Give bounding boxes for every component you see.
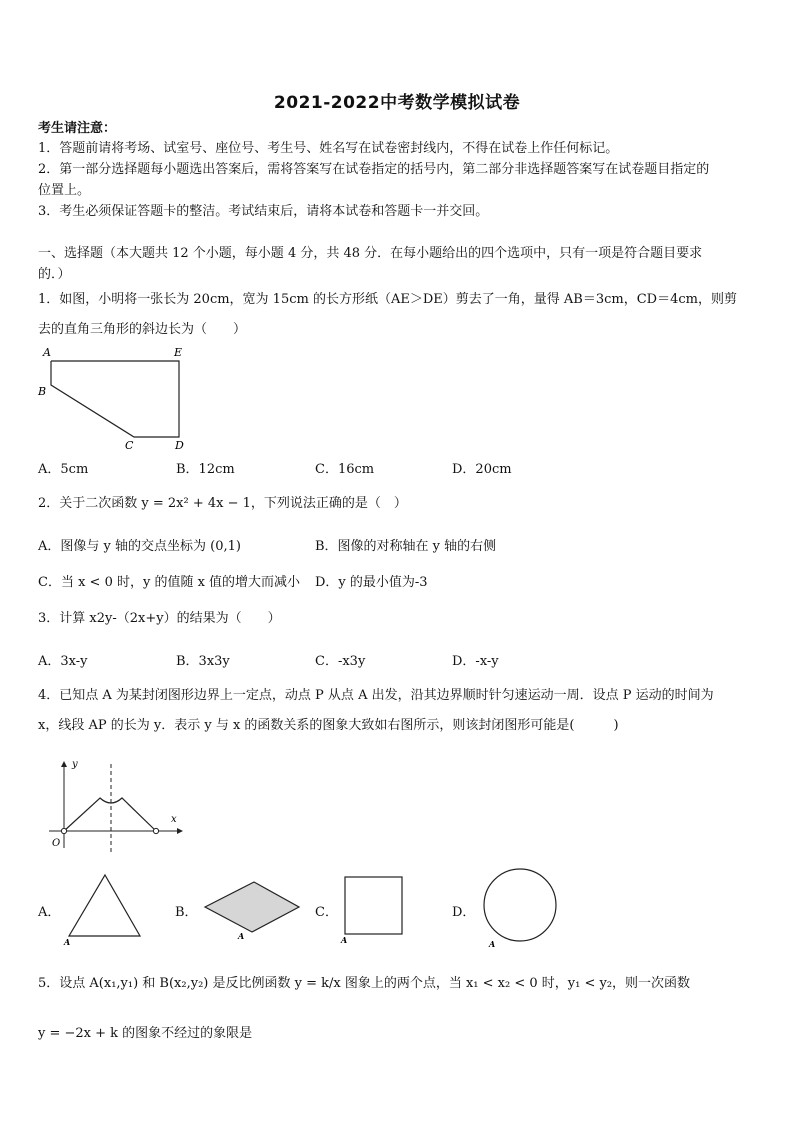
q5-stem: 5．设点 A(x₁,y₁) 和 B(x₂,y₂) 是反比例函数 y = k/x 图象上的两个点，当 x₁ < x₂ < 0 时，y₁ < y₂，则一次函数 (38, 976, 691, 991)
q1-option-b[interactable]: B．12cm (176, 462, 235, 477)
q3-option-a[interactable]: A．3x-y (38, 654, 88, 669)
notice-item: 2．第一部分选择题每小题选出答案后，需将答案写在试卷指定的括号内，第二部分非选择题答案写在试卷题目指定的 (38, 162, 710, 177)
svg-text:A: A (64, 937, 71, 947)
q1-stem: 1．如图，小明将一张长为 20cm，宽为 15cm 的长方形纸（AE＞DE）剪去了一角，量得 AB＝3cm，CD＝4cm，则剪 (38, 292, 737, 307)
function-curve (64, 798, 156, 831)
q4-graph (44, 756, 194, 856)
q2-option-a[interactable]: A．图像与 y 轴的交点坐标为 (0,1) (38, 539, 241, 554)
q4-stem-cont: x，线段 AP 的长为 y．表示 y 与 x 的函数关系的图象大致如右图所示，则该封闭图形可能是( ) (38, 718, 619, 733)
q4-option-b[interactable]: B． (175, 905, 198, 920)
option-b-rhombus (200, 880, 304, 940)
end-point (153, 828, 158, 833)
q4-option-c[interactable]: C． (315, 905, 338, 920)
svg-text:A: A (489, 939, 496, 949)
q1-figure (34, 340, 194, 455)
q4-option-a[interactable]: A． (38, 905, 61, 920)
q4-option-d[interactable]: D． (452, 905, 476, 920)
start-point (61, 828, 66, 833)
option-c-square (338, 874, 408, 946)
notice-item: 1．答题前请将考场、试室号、座位号、考生号、姓名写在试卷密封线内，不得在试卷上作任何标记。 (38, 141, 619, 156)
section-heading: 一、选择题（本大题共 12 个小题，每小题 4 分，共 48 分．在每小题给出的四个选项中，只有一项是符合题目要求 (38, 246, 703, 261)
q1-option-d[interactable]: D．20cm (452, 462, 512, 477)
q5-stem-cont: y = −2x + k 的图象不经过的象限是 (38, 1026, 253, 1041)
svg-text:A: A (341, 935, 348, 945)
option-a-triangle (62, 872, 148, 948)
notice-item: 位置上。 (38, 183, 91, 198)
q3-stem: 3．计算 x2y-（2x+y）的结果为（ ） (38, 611, 281, 626)
q2-option-b[interactable]: B．图像的对称轴在 y 轴的右侧 (315, 539, 497, 554)
option-d-circle (480, 866, 562, 950)
q1-option-c[interactable]: C．16cm (315, 462, 375, 477)
svg-text:A: A (238, 931, 245, 940)
y-label: y (72, 759, 78, 770)
label-e: E (174, 346, 183, 359)
q3-option-c[interactable]: C．-x3y (315, 654, 366, 669)
q2-option-d[interactable]: D．y 的最小值为-3 (315, 575, 428, 590)
q1-stem-cont: 去的直角三角形的斜边长为（ ） (38, 322, 247, 337)
notice-item: 3．考生必须保证答题卡的整洁。考试结束后，请将本试卷和答题卡一并交回。 (38, 204, 489, 219)
origin-label: O (52, 838, 61, 849)
notice-heading: 考生请注意： (38, 121, 117, 136)
q2-stem: 2．关于二次函数 y = 2x² + 4x − 1，下列说法正确的是（ ） (38, 496, 407, 511)
section-heading-cont: 的．） (38, 267, 71, 282)
label-c: C (125, 439, 134, 452)
x-label: x (171, 814, 177, 825)
label-d: D (175, 439, 184, 452)
page-title: 2021-2022中考数学模拟试卷 (273, 93, 521, 113)
q3-option-b[interactable]: B．3x3y (176, 654, 230, 669)
q3-option-d[interactable]: D．-x-y (452, 654, 499, 669)
q4-stem: 4．已知点 A 为某封闭图形边界上一定点，动点 P 从点 A 出发，沿其边界顺时针匀速运动一周．设点 P 运动的时间为 (38, 688, 714, 703)
label-a: A (43, 346, 51, 359)
label-b: B (38, 385, 47, 398)
q1-option-a[interactable]: A．5cm (38, 462, 89, 477)
q2-option-c[interactable]: C．当 x < 0 时，y 的值随 x 值的增大而减小 (38, 575, 301, 590)
